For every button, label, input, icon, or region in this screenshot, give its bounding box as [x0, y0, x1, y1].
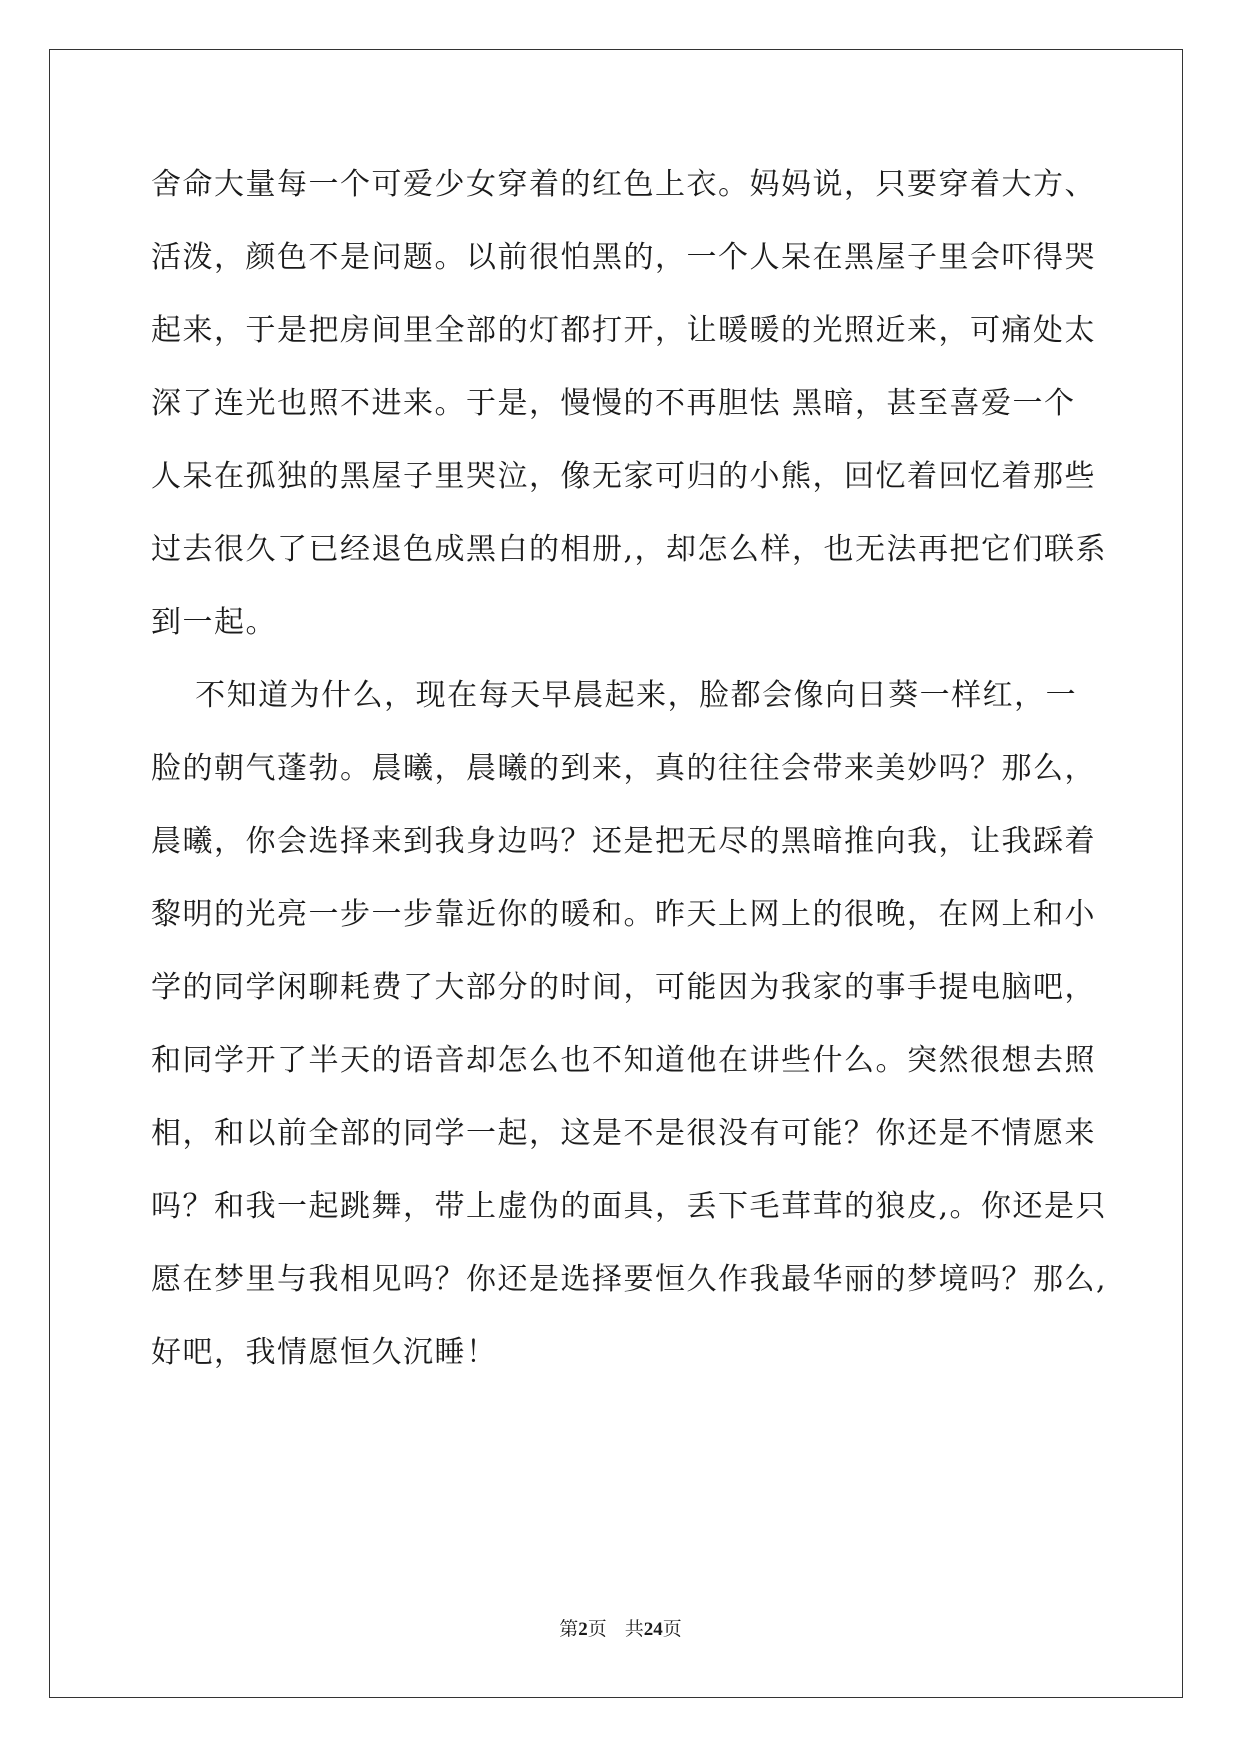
text-line: 不知道为什么，现在每天早晨起来，脸都会像向日葵一样红，一: [151, 678, 1078, 713]
page-number: 2: [578, 1619, 588, 1640]
text-line: 晨曦，你会选择来到我身边吗？还是把无尽的黑暗推向我，让我踩着: [151, 824, 1096, 859]
text-line: 深了连光也照不进来。于是，慢慢的不再胆怯 黑暗，甚至喜爱一个: [151, 386, 1076, 421]
text-line: 相，和以前全部的同学一起，这是不是很没有可能？你还是不情愿来: [151, 1116, 1096, 1151]
page-footer: [0, 1614, 1241, 1641]
text-line: 学的同学闲聊耗费了大部分的时间，可能因为我家的事手提电脑吧，: [151, 970, 1096, 1005]
text-line: 起来，于是把房间里全部的灯都打开，让暖暖的光照近来，可痛处太: [151, 313, 1096, 348]
text-line: 人呆在孤独的黑屋子里哭泣，像无家可归的小熊，回忆着回忆着那些: [151, 459, 1096, 494]
text-line: 到一起。: [151, 605, 277, 640]
total-prefix: 共: [624, 1619, 644, 1640]
document-body: [151, 155, 1111, 1396]
text-line: 脸的朝气蓬勃。晨曦，晨曦的到来，真的往往会带来美妙吗？那么，: [151, 751, 1096, 786]
text-line: 活泼，颜色不是问题。以前很怕黑的，一个人呆在黑屋子里会吓得哭: [151, 240, 1096, 275]
text-line: 和同学开了半天的语音却怎么也不知道他在讲些什么。突然很想去照: [151, 1043, 1096, 1078]
text-line: 过去很久了已经退色成黑白的相册,，却怎么样，也无法再把它们联系: [151, 532, 1108, 567]
text-line: 吗？和我一起跳舞，带上虚伪的面具，丢下毛茸茸的狼皮,。你还是只: [151, 1189, 1108, 1224]
text-line: 黎明的光亮一步一步靠近你的暖和。昨天上网上的很晚，在网上和小: [151, 897, 1096, 932]
text-line: 愿在梦里与我相见吗？你还是选择要恒久作我最华丽的梦境吗？那么,: [151, 1262, 1108, 1297]
total-suffix: 页: [662, 1619, 682, 1640]
total-pages: 24: [643, 1619, 663, 1640]
text-line: 舍命大量每一个可爱少女穿着的红色上衣。妈妈说，只要穿着大方、: [151, 167, 1096, 202]
page-prefix: 第: [559, 1619, 579, 1640]
page-suffix: 页: [587, 1619, 607, 1640]
text-line: 好吧，我情愿恒久沉睡！: [151, 1335, 498, 1370]
